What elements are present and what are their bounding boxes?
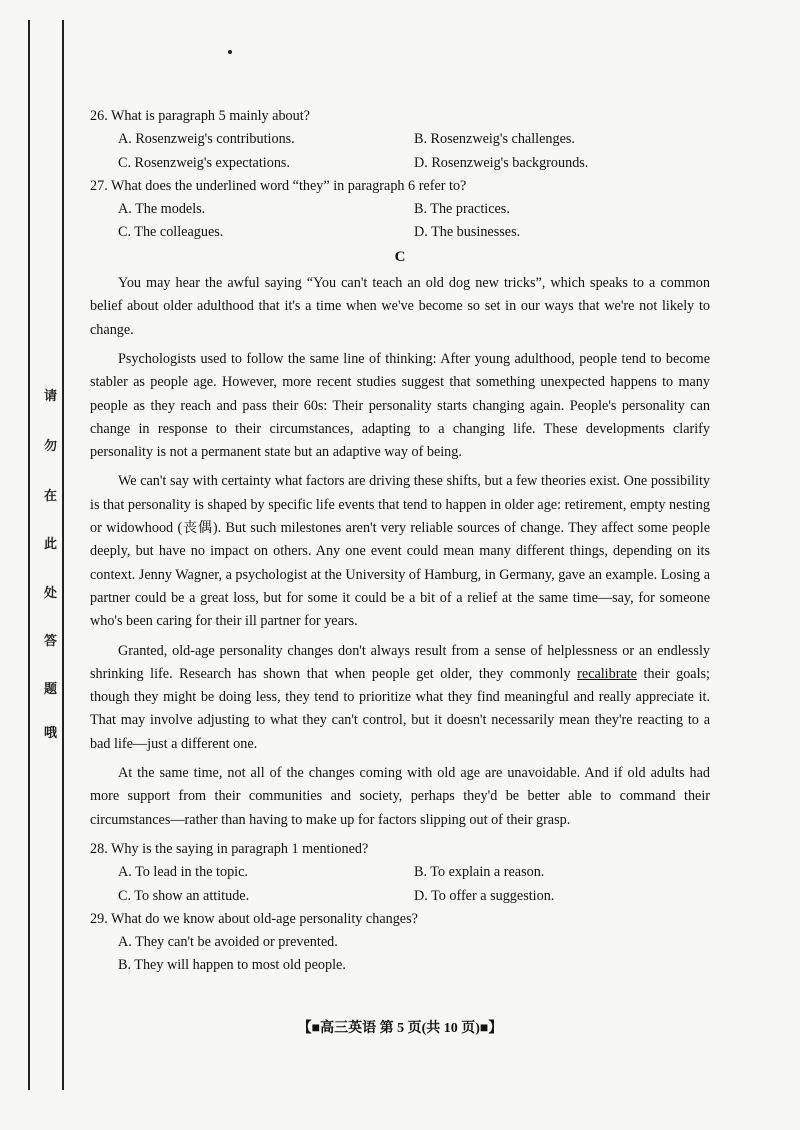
side-mark: 答 [44, 633, 58, 648]
side-mark: 处 [44, 585, 58, 600]
option-a: A. The models. [118, 201, 206, 218]
question-text: 28. Why is the saying in paragraph 1 mentioned? [90, 840, 369, 857]
option-a: A. They can't be avoided or prevented. [118, 934, 338, 951]
question-26 [90, 105, 710, 175]
option-a: A. To lead in the topic. [118, 864, 248, 881]
question-text: 27. What does the underlined word “they” in paragraph 6 refer to? [90, 177, 467, 194]
question-29 [90, 908, 710, 978]
side-mark: 请 [44, 388, 58, 403]
option-b: B. Rosenzweig's challenges. [414, 131, 575, 148]
side-mark: 在 [44, 488, 58, 503]
options-list [90, 931, 710, 978]
side-mark: 题 [44, 681, 58, 696]
option-b: B. To explain a reason. [414, 864, 545, 881]
question-28 [90, 838, 710, 908]
binding-line-right [62, 20, 64, 1090]
side-mark: 哦 [44, 725, 58, 740]
passage-paragraph-4 [90, 640, 710, 756]
section-title: C [394, 248, 406, 265]
option-c: C. To show an attitude. [118, 887, 250, 904]
exam-content [90, 105, 710, 978]
options-grid [90, 128, 710, 175]
passage-paragraph-5: At the same time, not all of the changes coming with old age are unavoidable. And if old adults had more support from their communities and society, perhaps they'd be better able to command their circumstances—rather than having to make up for factors slipping out of their grasp. [90, 765, 710, 828]
question-text: 29. What do we know about old-age personality changes? [90, 910, 418, 927]
passage-paragraph-3: We can't say with certainty what factors are driving these shifts, but a few theories exist. One possibility is that personality is shaped by specific life events that tend to happen in older age: retirement, empty nesting or widowhood (丧偶). But such milestones aren't very reliable sources of change. They affect some people deeply, but have no impact on others. Any one event could mean many different things, depending on its context. Jenny Wagner, a psychologist at the University of Hamburg, in Germany, gave an example. Losing a partner could be a great loss, but for some it could be a bit of a relief at the same time—say, for someone who's been caring for their ill partner for years. [90, 473, 710, 630]
passage-paragraph-2: Psychologists used to follow the same line of thinking: After young adulthood, people tend to become stabler as people age. However, more recent studies suggest that something unexpected happens to many people as they reach and pass their 60s: Their personality starts changing again. People's personality can change in response to their circumstances, adapting to a changing life. These developments clarify personality is not a permanent state but an adaptive way of being. [90, 350, 710, 461]
paragraph-text: Granted, old-age personality changes don't always result from a sense of helplessness or an endlessly shrinking life. Research has shown that when people get older, they commonly [90, 642, 710, 682]
paragraph-text: their goals; though they might be doing less, they tend to prioritize what they find meaningful and really appreciate it. That may involve adjusting to what they can't control, but it doesn't necessarily mean they're reacting to a bad life—just a different one. [90, 665, 710, 752]
option-b: B. The practices. [414, 201, 510, 218]
passage-paragraph-1: You may hear the awful saying “You can't teach an old dog new tricks”, which speaks to a common belief about older adulthood that it's a time when we've become so set in our ways that we're not likely to change. [90, 275, 710, 338]
option-d: D. To offer a suggestion. [414, 887, 555, 904]
option-c: C. The colleagues. [118, 224, 224, 241]
question-27 [90, 175, 710, 245]
option-a: A. Rosenzweig's contributions. [118, 131, 295, 148]
side-mark: 此 [44, 536, 58, 551]
side-mark: 勿 [44, 438, 58, 453]
question-text: 26. What is paragraph 5 mainly about? [90, 108, 310, 124]
page-footer: 【■高三英语 第 5 页(共 10 页)■】 [297, 1021, 503, 1036]
options-grid [90, 861, 710, 908]
ink-dot [228, 50, 232, 54]
options-grid [90, 198, 710, 245]
option-c: C. Rosenzweig's expectations. [118, 154, 290, 171]
option-d: D. Rosenzweig's backgrounds. [414, 154, 589, 171]
binding-line-left [28, 20, 30, 1090]
option-d: D. The businesses. [414, 224, 521, 241]
underlined-word: recalibrate [577, 665, 637, 682]
option-b: B. They will happen to most old people. [118, 957, 346, 974]
